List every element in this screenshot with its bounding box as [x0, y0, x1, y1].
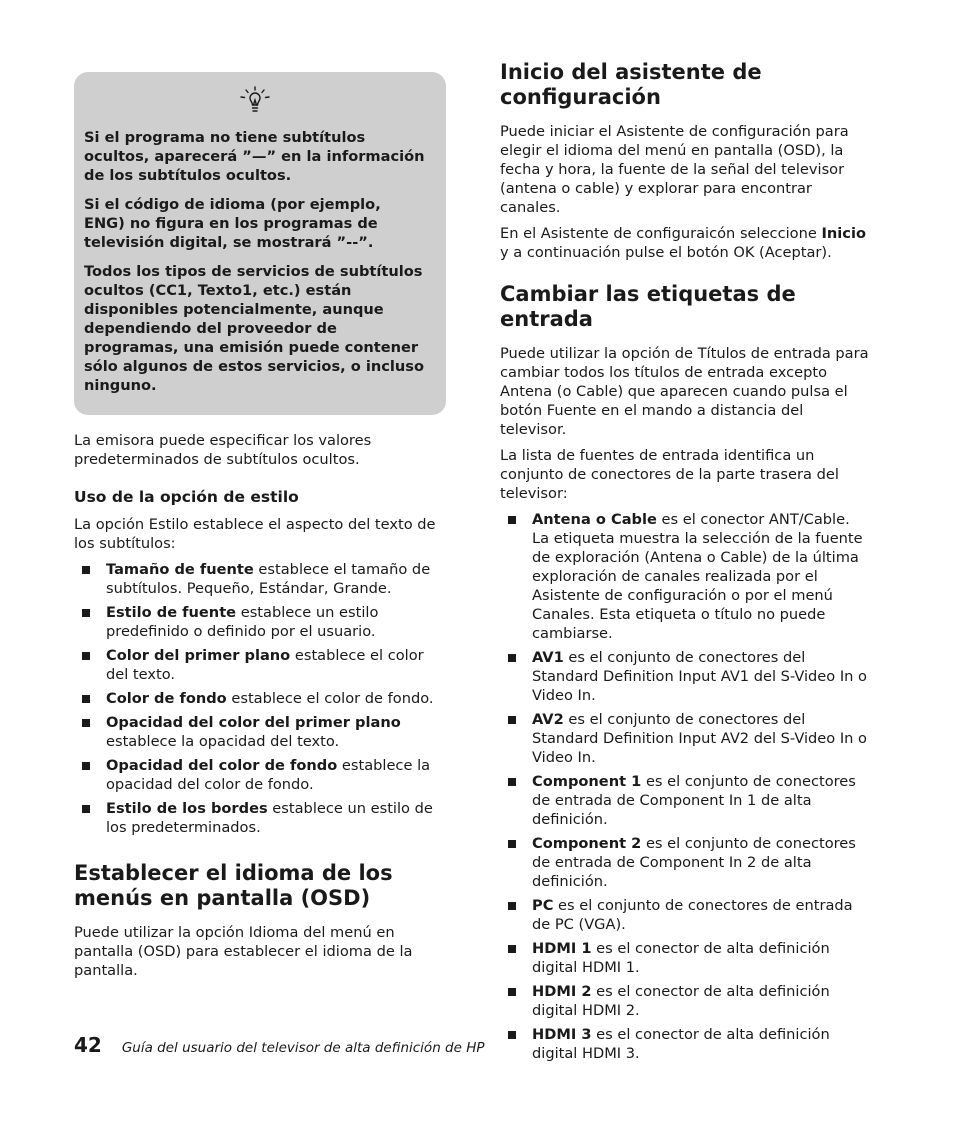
- bullet-icon: [508, 988, 516, 996]
- item-term: Opacidad del color del primer plano: [106, 714, 401, 731]
- bullet-icon: [508, 902, 516, 910]
- osd-paragraph: Puede utilizar la opción Idioma del menú en pantalla (OSD) para establecer el idioma de la pantalla.: [74, 924, 413, 979]
- item-term: Color de fondo: [106, 690, 227, 707]
- broadcaster-paragraph: La emisora puede especificar los valores predeterminados de subtítulos ocultos.: [74, 432, 372, 468]
- item-term: HDMI 1: [532, 940, 592, 957]
- item-desc: es el conector de alta definición digital HDMI 3.: [532, 1026, 830, 1062]
- bullet-icon: [82, 762, 90, 770]
- list-item: [500, 648, 870, 705]
- style-options-list: [74, 560, 446, 837]
- wizard-p2-post: y a continuación pulse el botón OK (Aceptar).: [500, 244, 832, 261]
- list-item: [74, 646, 446, 684]
- item-desc: establece el color de fondo.: [226, 690, 434, 707]
- bullet-icon: [508, 945, 516, 953]
- bullet-icon: [82, 719, 90, 727]
- bullet-icon: [82, 805, 90, 813]
- item-term: Component 1: [532, 773, 642, 790]
- input-sources-list: [500, 510, 870, 1063]
- list-item: [500, 772, 870, 829]
- list-item: [74, 799, 446, 837]
- item-desc: es el conector ANT/Cable. La etiqueta muestra la selección de la fuente de exploración (Antena o Cable) de la última exploración de canales realizada por el Asistente de configuración o por el menú Canales. Esta etiqueta o título no puede cambiarse.: [532, 511, 863, 642]
- tip-paragraph-2: Si el código de idioma (por ejemplo, ENG) no figura en los programas de televisión digital, se mostrará ”--”.: [84, 196, 381, 251]
- item-desc: es el conector de alta definición digital HDMI 2.: [532, 983, 830, 1019]
- bullet-icon: [508, 840, 516, 848]
- list-item: [500, 510, 870, 643]
- item-term: Antena o Cable: [532, 511, 657, 528]
- page-footer: [74, 1033, 774, 1057]
- bullet-icon: [508, 654, 516, 662]
- item-desc: establece el color del texto.: [106, 647, 424, 683]
- labels-paragraph-1: Puede utilizar la opción de Títulos de entrada para cambiar todos los títulos de entrada excepto Antena (o Cable) que aparecen cuando pulsa el botón Fuente en el mando a distancia del televisor.: [500, 345, 869, 438]
- list-item: [500, 982, 870, 1020]
- item-term: AV1: [532, 649, 564, 666]
- wizard-p2-bold: Inicio: [821, 225, 866, 242]
- bullet-icon: [508, 516, 516, 524]
- item-term: PC: [532, 897, 554, 914]
- item-desc: establece un estilo de los predeterminados.: [106, 800, 433, 836]
- item-term: HDMI 2: [532, 983, 592, 1000]
- item-desc: es el conector de alta definición digital HDMI 1.: [532, 940, 830, 976]
- wizard-p2-pre: En el Asistente de configuraicón seleccione: [500, 225, 822, 242]
- item-term: HDMI 3: [532, 1026, 592, 1043]
- item-term: Opacidad del color de fondo: [106, 757, 338, 774]
- tip-box: [74, 72, 446, 415]
- item-term: AV2: [532, 711, 564, 728]
- lightbulb-icon: [235, 86, 275, 118]
- item-term: Estilo de fuente: [106, 604, 237, 621]
- item-desc: establece la opacidad del color de fondo.: [106, 757, 431, 793]
- footer-title: Guía del usuario del televisor de alta definición de HP: [121, 1040, 485, 1056]
- item-desc: es el conjunto de conectores de entrada de PC (VGA).: [532, 897, 853, 933]
- wizard-heading: Inicio del asistente de configuración: [500, 60, 762, 109]
- osd-heading: Establecer el idioma de los menús en pantalla (OSD): [74, 861, 393, 910]
- bullet-icon: [82, 609, 90, 617]
- bullet-icon: [508, 716, 516, 724]
- list-item: [74, 560, 446, 598]
- item-term: Tamaño de fuente: [106, 561, 254, 578]
- wizard-paragraph-1: Puede iniciar el Asistente de configuración para elegir el idioma del menú en pantalla (OSD), la fecha y hora, la fuente de la señal del televisor (antena o cable) y explorar para encontrar canales.: [500, 123, 849, 216]
- bullet-icon: [82, 652, 90, 660]
- page-number: 42: [74, 1033, 102, 1057]
- left-column: [74, 72, 446, 987]
- wizard-paragraph-2: [500, 224, 870, 262]
- list-item: [500, 834, 870, 891]
- list-item: [74, 689, 446, 708]
- style-intro: La opción Estilo establece el aspecto del texto de los subtítulos:: [74, 516, 436, 552]
- item-desc: establece un estilo predefinido o definido por el usuario.: [106, 604, 379, 640]
- item-desc: establece la opacidad del texto.: [106, 733, 340, 750]
- item-desc: es el conjunto de conectores de entrada de Component In 1 de alta definición.: [532, 773, 856, 828]
- tip-paragraph-1: Si el programa no tiene subtítulos ocultos, aparecerá ”—” en la información de los subtítulos ocultos.: [84, 129, 425, 184]
- item-term: Component 2: [532, 835, 642, 852]
- list-item: [74, 603, 446, 641]
- bullet-icon: [82, 566, 90, 574]
- tip-paragraph-3: Todos los tipos de servicios de subtítulos ocultos (CC1, Texto1, etc.) están disponibles potencialmente, aunque dependiendo del proveedor de programas, una emisión puede contener sólo algunos de estos servicios, o incluso ninguno.: [84, 263, 425, 394]
- list-item: [500, 710, 870, 767]
- item-desc: es el conjunto de conectores del Standard Definition Input AV1 del S-Video In o Video In.: [532, 649, 867, 704]
- list-item: [500, 939, 870, 977]
- item-term: Estilo de los bordes: [106, 800, 268, 817]
- labels-paragraph-2: La lista de fuentes de entrada identifica un conjunto de conectores de la parte trasera del televisor:: [500, 447, 839, 502]
- style-heading: Uso de la opción de estilo: [74, 488, 299, 506]
- right-column: [500, 60, 870, 1068]
- list-item: [74, 756, 446, 794]
- item-term: Color del primer plano: [106, 647, 291, 664]
- item-desc: es el conjunto de conectores de entrada de Component In 2 de alta definición.: [532, 835, 856, 890]
- item-desc: es el conjunto de conectores del Standard Definition Input AV2 del S-Video In o Video In.: [532, 711, 867, 766]
- list-item: [74, 713, 446, 751]
- labels-heading: Cambiar las etiquetas de entrada: [500, 282, 796, 331]
- list-item: [500, 896, 870, 934]
- bullet-icon: [508, 778, 516, 786]
- bullet-icon: [82, 695, 90, 703]
- item-desc: establece el tamaño de subtítulos. Pequeño, Estándar, Grande.: [106, 561, 431, 597]
